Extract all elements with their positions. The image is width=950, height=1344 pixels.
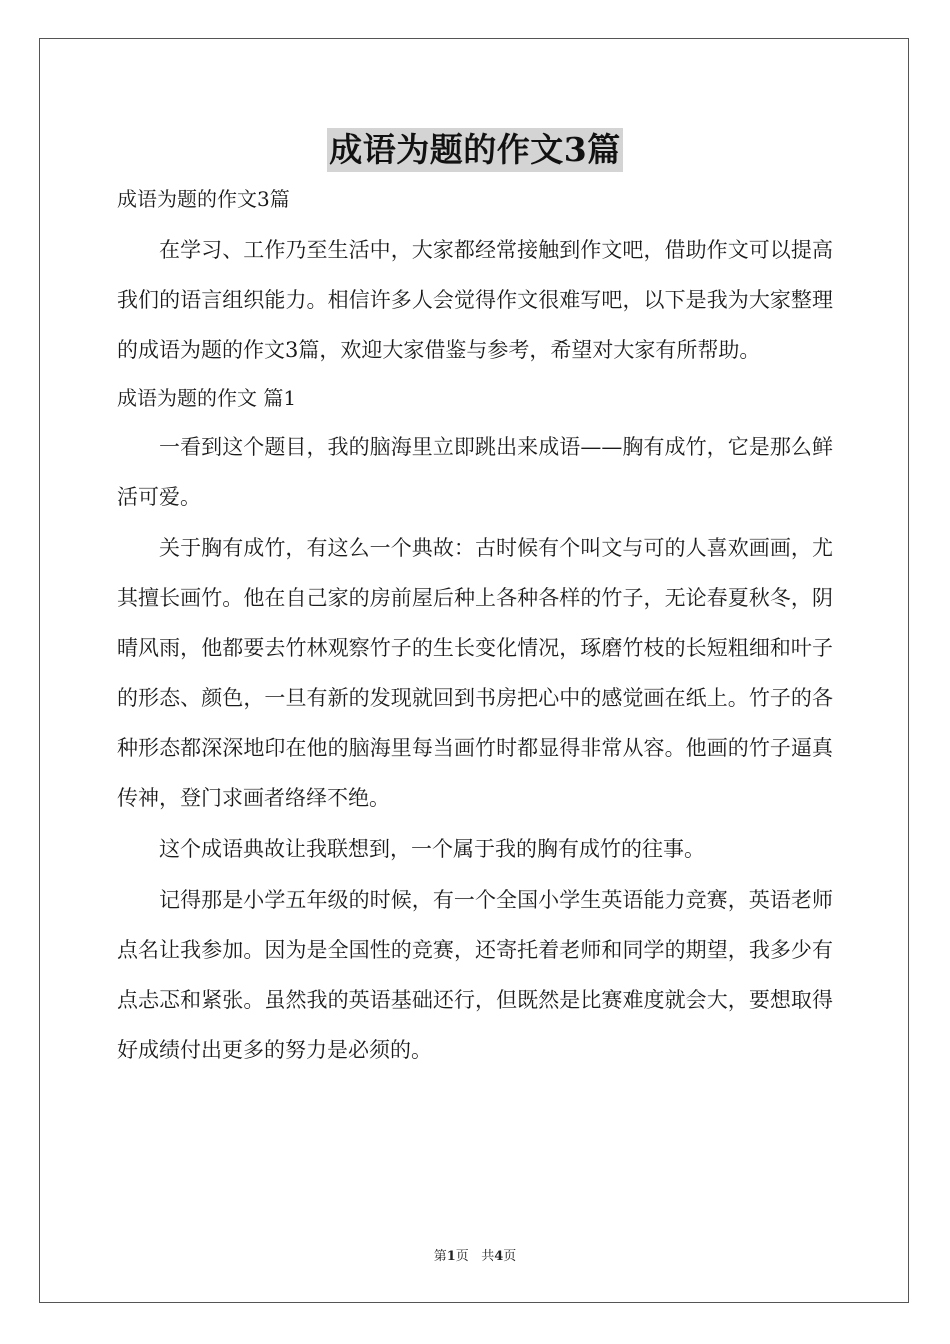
page-label-prefix: 第 xyxy=(433,1249,447,1264)
body-paragraph-4: 记得那是小学五年级的时候，有一个全国小学生英语能力竞赛，英语老师点名让我参加。因为是全国性的竞赛，还寄托着老师和同学的期望，我多少有点忐忑和紧张。虽然我的英语基础还行，但既然是比赛难度就会大，要想取得好成绩付出更多的努力是必须的。 xyxy=(117,888,833,1062)
intro-paragraph: 在学习、工作乃至生活中，大家都经常接触到作文吧，借助作文可以提高我们的语言组织能力。相信许多人会觉得作文很难写吧，以下是我为大家整理的成语为题的作文3篇，欢迎大家借鉴与参考，希望对大家有所帮助。 xyxy=(117,238,833,362)
total-label-suffix: 页 xyxy=(503,1249,517,1264)
body-paragraph-1: 一看到这个题目，我的脑海里立即跳出来成语——胸有成竹，它是那么鲜活可爱。 xyxy=(117,435,833,509)
body-paragraph-3: 这个成语典故让我联想到，一个属于我的胸有成竹的往事。 xyxy=(159,837,705,861)
body-paragraph-2: 关于胸有成竹，有这么一个典故：古时候有个叫文与可的人喜欢画画，尤其擅长画竹。他在自己家的房前屋后种上各种各样的竹子，无论春夏秋冬，阴晴风雨，他都要去竹林观察竹子的生长变化情况，琢磨竹枝的长短粗细和叶子的形态、颜色，一旦有新的发现就回到书房把心中的感觉画在纸上。竹子的各种形态都深深地印在他的脑海里每当画竹时都显得非常从容。他画的竹子逼真传神，登门求画者络绎不绝。 xyxy=(117,536,833,810)
section-heading: 成语为题的作文 篇1 xyxy=(117,386,297,410)
page-footer xyxy=(0,1245,950,1264)
document-title: 成语为题的作文3篇 xyxy=(327,128,622,172)
document-body xyxy=(117,177,833,1076)
page-current-number: 1 xyxy=(446,1249,456,1264)
page-label-suffix: 页 xyxy=(455,1249,469,1264)
document-subtitle: 成语为题的作文3篇 xyxy=(117,187,290,211)
page-total-number: 4 xyxy=(494,1249,504,1264)
title-container xyxy=(0,128,950,172)
total-label-prefix: 共 xyxy=(481,1249,495,1264)
